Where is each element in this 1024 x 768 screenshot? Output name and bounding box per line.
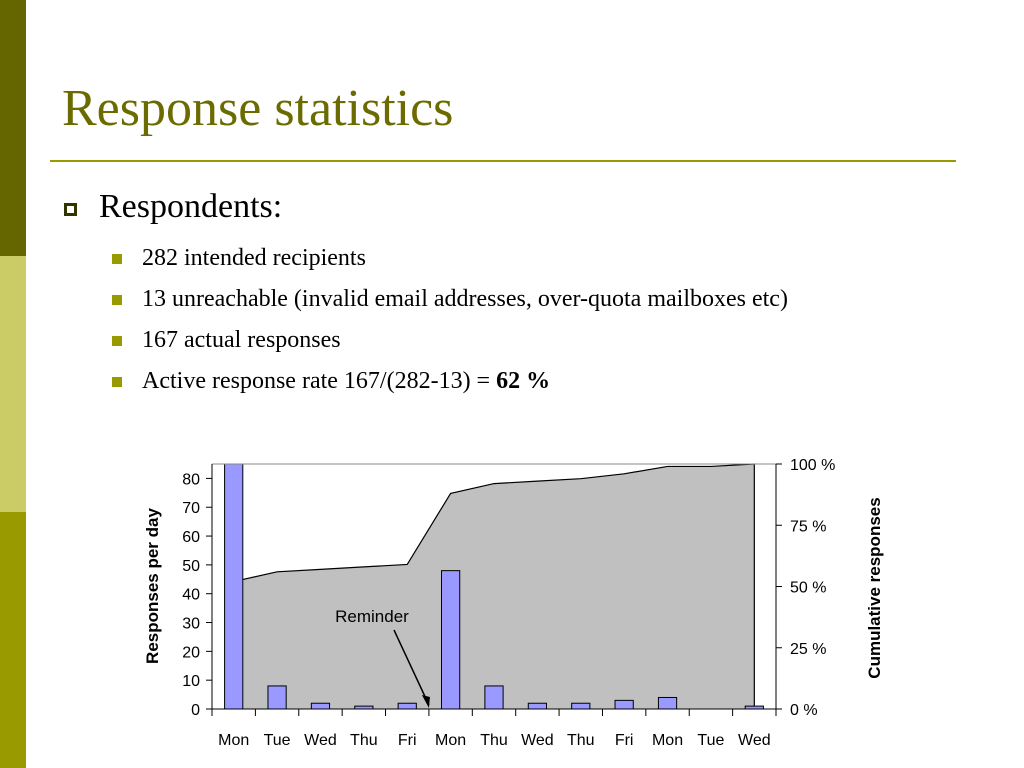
y-axis-label: Responses per day	[143, 508, 162, 664]
bullet-respondents-label: Respondents:	[99, 188, 283, 225]
y-tick-label: 20	[182, 644, 200, 662]
bar	[658, 697, 676, 709]
reminder-annotation-label: Reminder	[335, 607, 409, 626]
bar	[268, 686, 286, 709]
x-tick-label: Thu	[350, 732, 378, 749]
y2-tick-label: 50 %	[790, 579, 827, 597]
bar	[485, 686, 503, 709]
x-tick-label: Tue	[697, 732, 725, 749]
bar	[528, 703, 546, 709]
y2-tick-label: 100 %	[790, 457, 836, 474]
slide-title: Response statistics	[62, 80, 454, 137]
y-tick-label: 70	[182, 500, 200, 518]
x-tick-label: Mon	[218, 732, 250, 749]
x-tick-label: Mon	[435, 732, 467, 749]
y-tick-label: 30	[182, 615, 200, 633]
x-tick-label: Tue	[263, 732, 291, 749]
cumulative-area-layer	[234, 464, 755, 709]
y-tick-label: 0	[191, 702, 200, 719]
bar	[572, 703, 590, 709]
y2-tick-label: 75 %	[790, 518, 827, 536]
y-tick-label: 40	[182, 586, 200, 604]
x-tick-label: Thu	[566, 732, 595, 749]
y-tick-label: 50	[182, 557, 200, 575]
bar	[442, 571, 460, 709]
x-tick-label: Wed	[304, 732, 337, 749]
y2-tick-label: 25 %	[790, 640, 827, 658]
y2-axis-label: Cumulative responses	[865, 497, 884, 679]
bar	[225, 464, 243, 709]
list-item-text: 13 unreachable (invalid email addresses, over-quota mailboxes etc)	[142, 286, 788, 312]
cumulative-area	[234, 464, 755, 709]
bar	[398, 703, 416, 709]
list-item-text: Active response rate 167/(282-13) =	[142, 368, 491, 394]
x-tick-label: Wed	[738, 732, 771, 749]
list-item-text: 282 intended recipients	[142, 245, 366, 271]
y-tick-label: 60	[182, 529, 200, 547]
list-item-text: 167 actual responses	[142, 327, 341, 353]
x-tick-label: Mon	[651, 732, 684, 749]
y-tick-label: 10	[182, 673, 200, 691]
x-tick-label: Fri	[614, 732, 634, 749]
x-tick-label: Fri	[397, 732, 417, 749]
x-tick-label: Wed	[521, 732, 554, 749]
bar	[311, 703, 329, 709]
response-rate-value: 62 %	[496, 368, 551, 394]
bar	[615, 700, 633, 709]
x-tick-label: Thu	[480, 732, 508, 749]
y-tick-label: 80	[182, 471, 200, 489]
y2-tick-label: 0 %	[790, 702, 818, 719]
